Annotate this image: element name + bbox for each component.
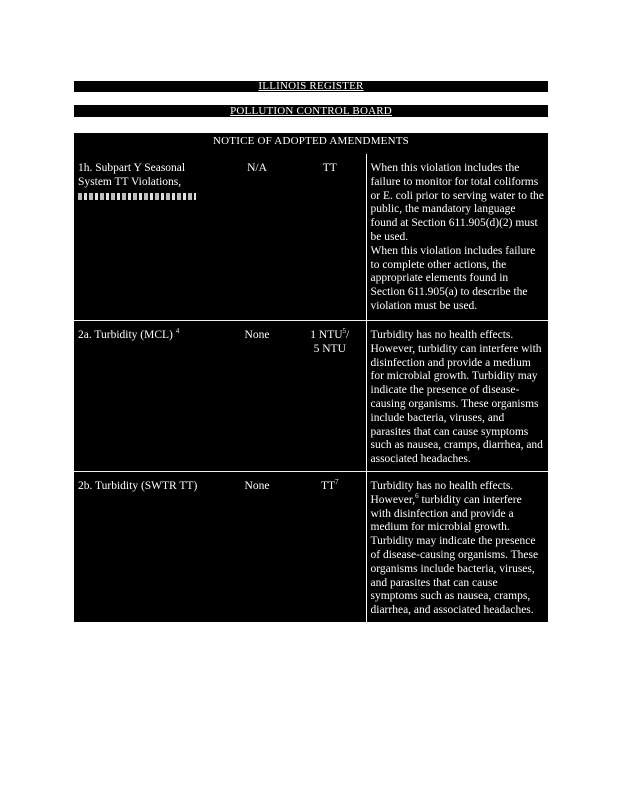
footnote-ref: 6: [415, 491, 419, 500]
health-language-cell: Turbidity has no health effects. However,$^6$ turbidity can interfere with disinfection and provide a medium for microbial growth. Turbidity may indicate the presence of disease-causing organisms. These organisms include bacteria, viruses, and parasites that can cause symptoms such as nausea, cramps, diarrhea, and associated headaches.: [366, 471, 548, 622]
mcl-cell: N/A: [220, 154, 294, 321]
mcl-cell: None: [220, 471, 294, 622]
health-language-cell: Turbidity has no health effects. However, turbidity can interfere with disinfection and provide a medium for microbial growth. Turbidity may indicate the presence of disease-causing organisms. These organisms include bacteria, viruses, and parasites that can cause symptoms such as nausea, cramps, diarrhea, and associated headaches.: [366, 321, 548, 472]
contaminant-cell: 2a. Turbidity (MCL) $^4$: [74, 321, 220, 472]
mclg-cell: $TT^7$: [294, 471, 366, 622]
notice-header: [74, 133, 548, 154]
table-row: [74, 471, 548, 622]
register-title: ILLINOIS REGISTER: [258, 80, 364, 92]
health-language-cell: When this violation includes the failure to monitor for total coliforms or E. coli prior to serving water to the public, the mandatory language found at Section 611.905(d)(2) must be used. When this violation includes failure to complete other actions, the appropriate elements found in Section 611.905(a) to describe the violation must be used.: [366, 154, 548, 321]
contaminant-cell: 1h. Subpart Y Seasonal System TT Violations,: [74, 154, 220, 321]
notice-title: NOTICE OF ADOPTED AMENDMENTS: [213, 135, 409, 147]
board-header: [74, 105, 548, 117]
mcl-cell: None: [220, 321, 294, 472]
footnote-ref: 4: [175, 327, 180, 336]
table-row: [74, 321, 548, 472]
register-header: [74, 81, 548, 92]
table-row: [74, 154, 548, 321]
redacted-text: [78, 193, 196, 200]
mclg-cell: 1 NTU$^5$/ 5 NTU: [294, 321, 366, 472]
footnote-ref: 5: [342, 327, 347, 336]
mclg-cell: TT: [294, 154, 366, 321]
amendments-table: [74, 154, 548, 623]
board-title: POLLUTION CONTROL BOARD: [230, 105, 392, 117]
contaminant-cell: 2b. Turbidity (SWTR TT): [74, 471, 220, 622]
footnote-ref: 7: [335, 478, 339, 487]
